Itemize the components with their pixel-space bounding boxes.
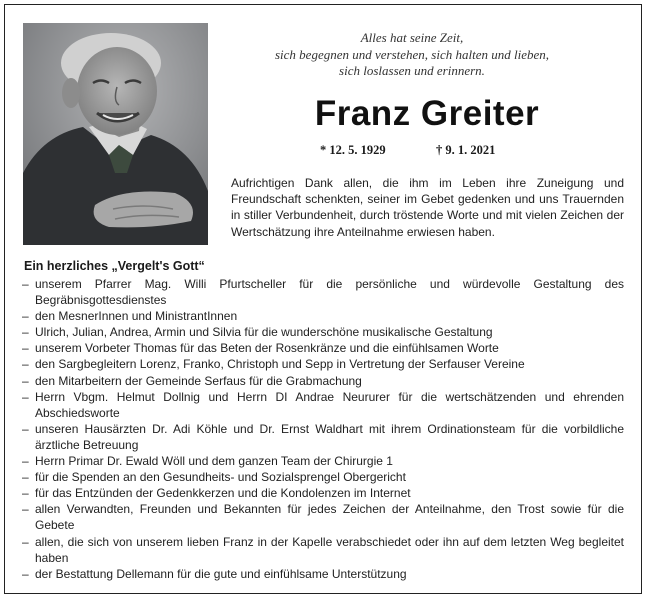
list-item-text: allen, die sich von unserem lieben Franz in der Kapelle verabschiedet oder ihn auf dem letzten Weg begleitet haben [35,534,624,565]
list-item-text: Ulrich, Julian, Andrea, Armin und Silvia für die wunderschöne musikalische Gestaltung [35,325,493,340]
birth-date: * 12. 5. 1929 [320,143,386,157]
list-item-text: den Sargbegleitern Lorenz, Franko, Christoph und Sepp in Vertretung der Serfauser Vereine [35,357,525,372]
list-item-text: Herrn Primar Dr. Ewald Wöll und dem ganzen Team der Chirurgie 1 [35,454,393,469]
deceased-name: Franz Greiter [314,94,540,133]
list-dash: – [22,389,29,404]
list-item-text: der Bestattung Dellemann für die gute und einfühlsame Unterstützung [35,566,407,581]
motto-line: sich begegnen und verstehen, sich halten und lieben, [274,46,549,62]
list-item [22,389,624,421]
list-item [22,485,624,501]
list-item-text: den Mitarbeitern der Gemeinde Serfaus für die Grabmachung [35,373,362,388]
list-item-text: für das Entzünden der Gedenkkerzen und die Kondolenzen im Internet [35,486,411,501]
list-item [22,276,624,308]
list-item [22,356,624,372]
list-item [22,501,624,533]
list-item [22,373,624,389]
list-item [22,340,624,356]
list-dash: – [22,341,29,356]
portrait-photo [23,23,208,245]
list-dash: – [22,566,29,581]
list-item-text: unseren Hausärzten Dr. Adi Köhle und Dr. Ernst Waldhart mit ihrem Ordinationsteam für die vorbildliche ärztliche Betreuung [35,421,624,452]
list-dash: – [22,421,29,436]
death-date: † 9. 1. 2021 [436,143,496,157]
list-item [22,453,624,469]
list-dash: – [22,534,29,549]
list-dash: – [22,486,29,501]
list-dash: – [22,277,29,291]
list-item [22,421,624,453]
list-dash: – [22,325,29,340]
motto-line: Alles hat seine Zeit, [360,30,464,45]
list-item-text: den MesnerInnen und MinistrantInnen [35,309,238,324]
list-item [22,469,624,485]
list-item-text: unserem Pfarrer Mag. Willi Pfurtscheller für die persönliche und würdevolle Gestaltung des Begräbnisgottesdienstes [35,277,624,308]
list-item-text: für die Spenden an den Gesundheits- und Sozialsprengel Obergericht [35,470,406,485]
thanks-paragraph: Aufrichtigen Dank allen, die ihm im Leben ihre Zuneigung und Freundschaft schenkten, seiner im Gebet gedenken und uns Trauernden in stiller Verbundenheit, durch tröstende Worte und mit vielen Zeichen der Wertschätzung ihre Anteilnahme erwiesen haben. [231,176,624,239]
list-dash: – [22,357,29,372]
motto-line: sich loslassen und erinnern. [339,63,485,78]
motto-verse [262,30,562,80]
vergelts-gott-heading: Ein herzliches „Vergelt's Gott“ [24,259,205,273]
list-dash: – [22,373,29,388]
list-item-text: allen Verwandten, Freunden und Bekannten für jedes Zeichen der Anteilnahme, den Trost sowie für die Gebete [35,502,624,533]
list-dash: – [22,454,29,469]
list-item [22,566,624,582]
list-item [22,308,624,324]
thanks-list [22,276,624,582]
list-item [22,534,624,566]
list-dash: – [22,502,29,517]
list-item [22,324,624,340]
list-item-text: Herrn Vbgm. Helmut Dollnig und Herrn DI Andrae Neururer für die wertschätzenden und ehrenden Abschiedsworte [35,389,624,420]
list-dash: – [22,309,29,324]
list-dash: – [22,470,29,485]
list-item-text: unserem Vorbeter Thomas für das Beten der Rosenkränze und die einfühlsamen Worte [35,341,499,356]
